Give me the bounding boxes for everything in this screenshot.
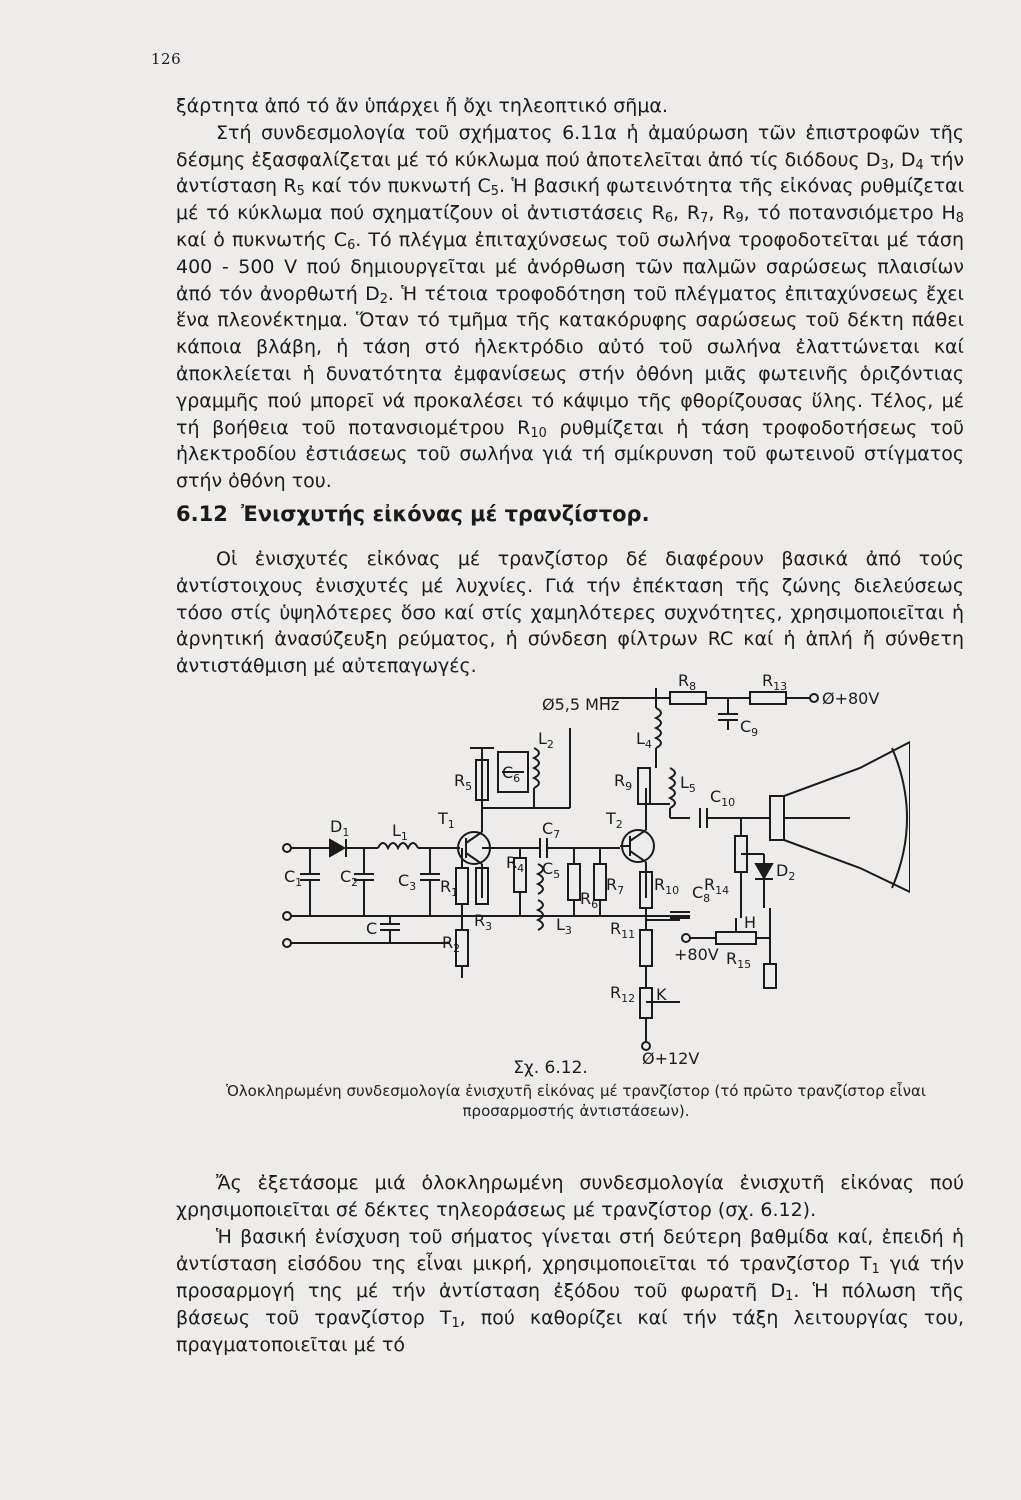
svg-text:C2: $C_2$ [340, 867, 359, 889]
ending-paragraph-2: Ἡ βασική ἐνίσχυση τοῦ σήματος γίνεται στή δεύτερη βαθμίδα καί, ἐπειδή ἡ ἀντίσταση εἰσόδου της εἶναι μικρή, χρησιμοποιεῖται τό τρανζίστορ $T_1$ γιά τήν προσαρμογή της μέ τήν ἀντίσταση ἐξόδου τοῦ φωρατῆ $D_1$. Ἡ πόλωση τῆς βάσεως τοῦ τρανζίστορ $T_1$, πού καθορίζει καί τήν τάξη λειτουργίας του, πραγματοποιεῖται μέ τό [176, 1226, 964, 1356]
circuit-diagram [270, 668, 910, 1068]
l1-coil [378, 843, 418, 848]
ground-terminal [283, 912, 291, 920]
r11-resistor [640, 930, 652, 966]
svg-text:R10: $R_{10}$ [654, 875, 680, 897]
svg-text:C7: $C_7$ [542, 819, 561, 841]
h-potentiometer [716, 932, 756, 944]
svg-text:K: K [656, 985, 667, 1004]
figure-caption: Ὁλοκληρωμένη συνδεσμολογία ἐνισχυτῆ εἰκόνας μέ τρανζίστορ (τό πρῶτο τρανζίστορ εἶναι προσαρμοστής ἀντιστάσεων). [226, 1082, 926, 1120]
svg-text:R2: $R_2$ [442, 933, 461, 955]
svg-text:R9: $R_9$ [614, 771, 633, 793]
d2-diode [756, 864, 772, 878]
svg-text:R12: $R_{12}$ [610, 983, 636, 1005]
svg-text:D1: $D_1$ [330, 817, 350, 839]
circuit-svg [270, 668, 910, 1068]
v80-top-label: Ø+80V [822, 689, 880, 708]
section-paragraph: Οἱ ἐνισχυτές εἰκόνας μέ τρανζίστορ δέ διαφέρουν βασικά ἀπό τούς ἀντίστοιχους ἐνισχυτές μέ λυχνίες. Γιά τήν ἐπέκταση τῆς ζώνης διελεύσεως τόσο στίς ὑψηλότερες ὅσο καί στίς χαμηλότερες συχνότητες, χρησιμοποιεῖται ἡ ἀρνητική ἀνασύζευξη ρεύματος, ἡ σύνδεση φίλτρων RC καί ἡ ἁπλή ἤ σύνθετη ἀντιστάθμιση μέ αὐτεπαγωγές. [176, 548, 964, 678]
svg-text:H: H [744, 913, 757, 932]
svg-text:T2: $T_2$ [606, 809, 623, 831]
section-title: Ἐνισχυτής εἰκόνας μέ τρανζίστορ. [241, 502, 650, 526]
svg-text:R7: $R_7$ [606, 875, 625, 897]
svg-text:R6: $R_6$ [580, 889, 599, 911]
l4-coil [656, 708, 661, 748]
svg-text:R14: $R_{14}$ [704, 875, 730, 897]
ending-paragraph-1: Ἄς ἐξετάσομε μιά ὁλοκληρωμένη συνδεσμολογία ἐνισχυτῆ εἰκόνας πού χρησιμοποιεῖται σέ δέκτες τηλεοράσεως μέ τρανζίστορ (σχ. 6.12). [176, 1172, 964, 1221]
svg-text:C: C [366, 919, 378, 938]
section-heading [176, 502, 650, 526]
r7-resistor [594, 864, 606, 900]
svg-text:L5: $L_5$ [680, 773, 696, 795]
ending-text [176, 1170, 964, 1359]
input-terminal [283, 844, 291, 852]
svg-text:R3: $R_3$ [474, 911, 493, 933]
svg-text:R15: $R_{15}$ [726, 949, 752, 971]
svg-text:C6: $C_6$ [502, 763, 521, 785]
svg-text:C10: $C_{10}$ [710, 787, 736, 809]
r15-resistor [764, 964, 776, 988]
c9-capacitor [718, 698, 738, 730]
c-capacitor [380, 916, 400, 943]
svg-text:R11: $R_{11}$ [610, 919, 636, 941]
svg-text:L1: $L_1$ [392, 821, 408, 843]
freq-label: Ø5,5 MHz [542, 695, 620, 714]
svg-text:R1: $R_1$ [440, 877, 459, 899]
r8-resistor [670, 692, 706, 704]
l5-coil [670, 768, 675, 808]
r13-resistor [750, 692, 786, 704]
r6-resistor [568, 864, 580, 900]
svg-text:T1: $T_1$ [438, 809, 455, 831]
svg-text:C5: $C_5$ [542, 859, 561, 881]
section-number: 6.12 [176, 502, 228, 526]
v80-mid-label: +80V [674, 945, 719, 964]
section-text [176, 546, 964, 680]
svg-text:D2: $D_2$ [776, 861, 796, 883]
svg-text:R4: $R_4$ [506, 853, 525, 875]
svg-text:L2: $L_2$ [538, 729, 554, 751]
svg-text:C8: $C_8$ [692, 883, 711, 905]
intro-text [176, 93, 964, 495]
intro-paragraph: Στή συνδεσμολογία τοῦ σχήματος 6.11α ἡ ἀμαύρωση τῶν ἐπιστροφῶν τῆς δέσμης ἐξασφαλίζεται μέ τό κύκλωμα πού ἀποτελεῖται ἀπό τίς διόδους $D_3$, $D_4$ τήν ἀντίσταση $R_5$ καί τόν πυκνωτή $C_5$. Ἡ βασική φωτεινότητα τῆς εἰκόνας ρυθμίζεται μέ τό κύκλωμα πού σχηματίζουν οἱ ἀντιστάσεις $R_6$, $R_7$, $R_9$, τό ποτανσιόμετρο $H_8$ καί ὁ πυκνωτής $C_6$. Τό πλέγμα ἐπιταχύνσεως τοῦ σωλήνα τροφοδοτεῖται μέ τάση 400 - 500 V πού δημιουργεῖται μέ ἀνόρθωση τῶν παλμῶν σαρώσεως πλαισίων ἀπό τόν ἀνορθωτή $D_2$. Ἡ τέτοια τροφοδότηση τοῦ πλέγματος ἐπιταχύνσεως ἔχει ἕνα πλεονέκτημα. Ὅταν τό τμῆμα τῆς κατακόρυφης σαρώσεως τοῦ δέκτη πάθει κάποια βλάβη, ἡ τάση στό ἠλεκτρόδιο αὐτό τοῦ σωλήνα ἐλαττώνεται καί ἀποκλείεται ἡ δυνατότητα ἐμφανίσεως στήν ὀθόνη μιᾶς φωτεινῆς ὁριζόντιας γραμμῆς πού μπορεῖ νά προκαλέσει τό κάψιμο τῆς φθορίζουσας ὕλης. Τέλος, μέ τή βοήθεια τοῦ ποτανσιομέτρου $R_{10}$ ρυθμίζεται ἡ τάση τροφοδοτήσεως τοῦ ἠλεκτροδίου ἐστιάσεως τοῦ σωλήνα γιά τή σμίκρυνση τοῦ φωτεινοῦ στίγματος στήν ὀθόνη του. [176, 121, 965, 493]
c3-capacitor [420, 848, 440, 916]
svg-text:R13: $R_{13}$ [762, 671, 788, 693]
svg-text:C3: $C_3$ [398, 871, 417, 893]
svg-text:R5: $R_5$ [454, 771, 473, 793]
figure-label: Σχ. 6.12. [513, 1058, 588, 1078]
r9-resistor [638, 768, 650, 804]
intro-line: ξάρτητα ἀπό τό ἄν ὑπάρχει ἤ ὄχι τηλεοπτικό σῆμα. [176, 95, 668, 117]
l2-coil [534, 748, 539, 788]
svg-text:L4: $L_4$ [636, 729, 652, 751]
v12-label: Ø+12V [642, 1049, 700, 1068]
d1-diode [330, 840, 344, 856]
svg-text:R8: $R_8$ [678, 671, 697, 693]
svg-text:C1: $C_1$ [284, 867, 303, 889]
svg-text:C9: $C_9$ [740, 717, 759, 739]
svg-text:L3: $L_3$ [556, 915, 572, 937]
page-number: 126 [151, 50, 182, 68]
c1-capacitor [300, 848, 320, 916]
